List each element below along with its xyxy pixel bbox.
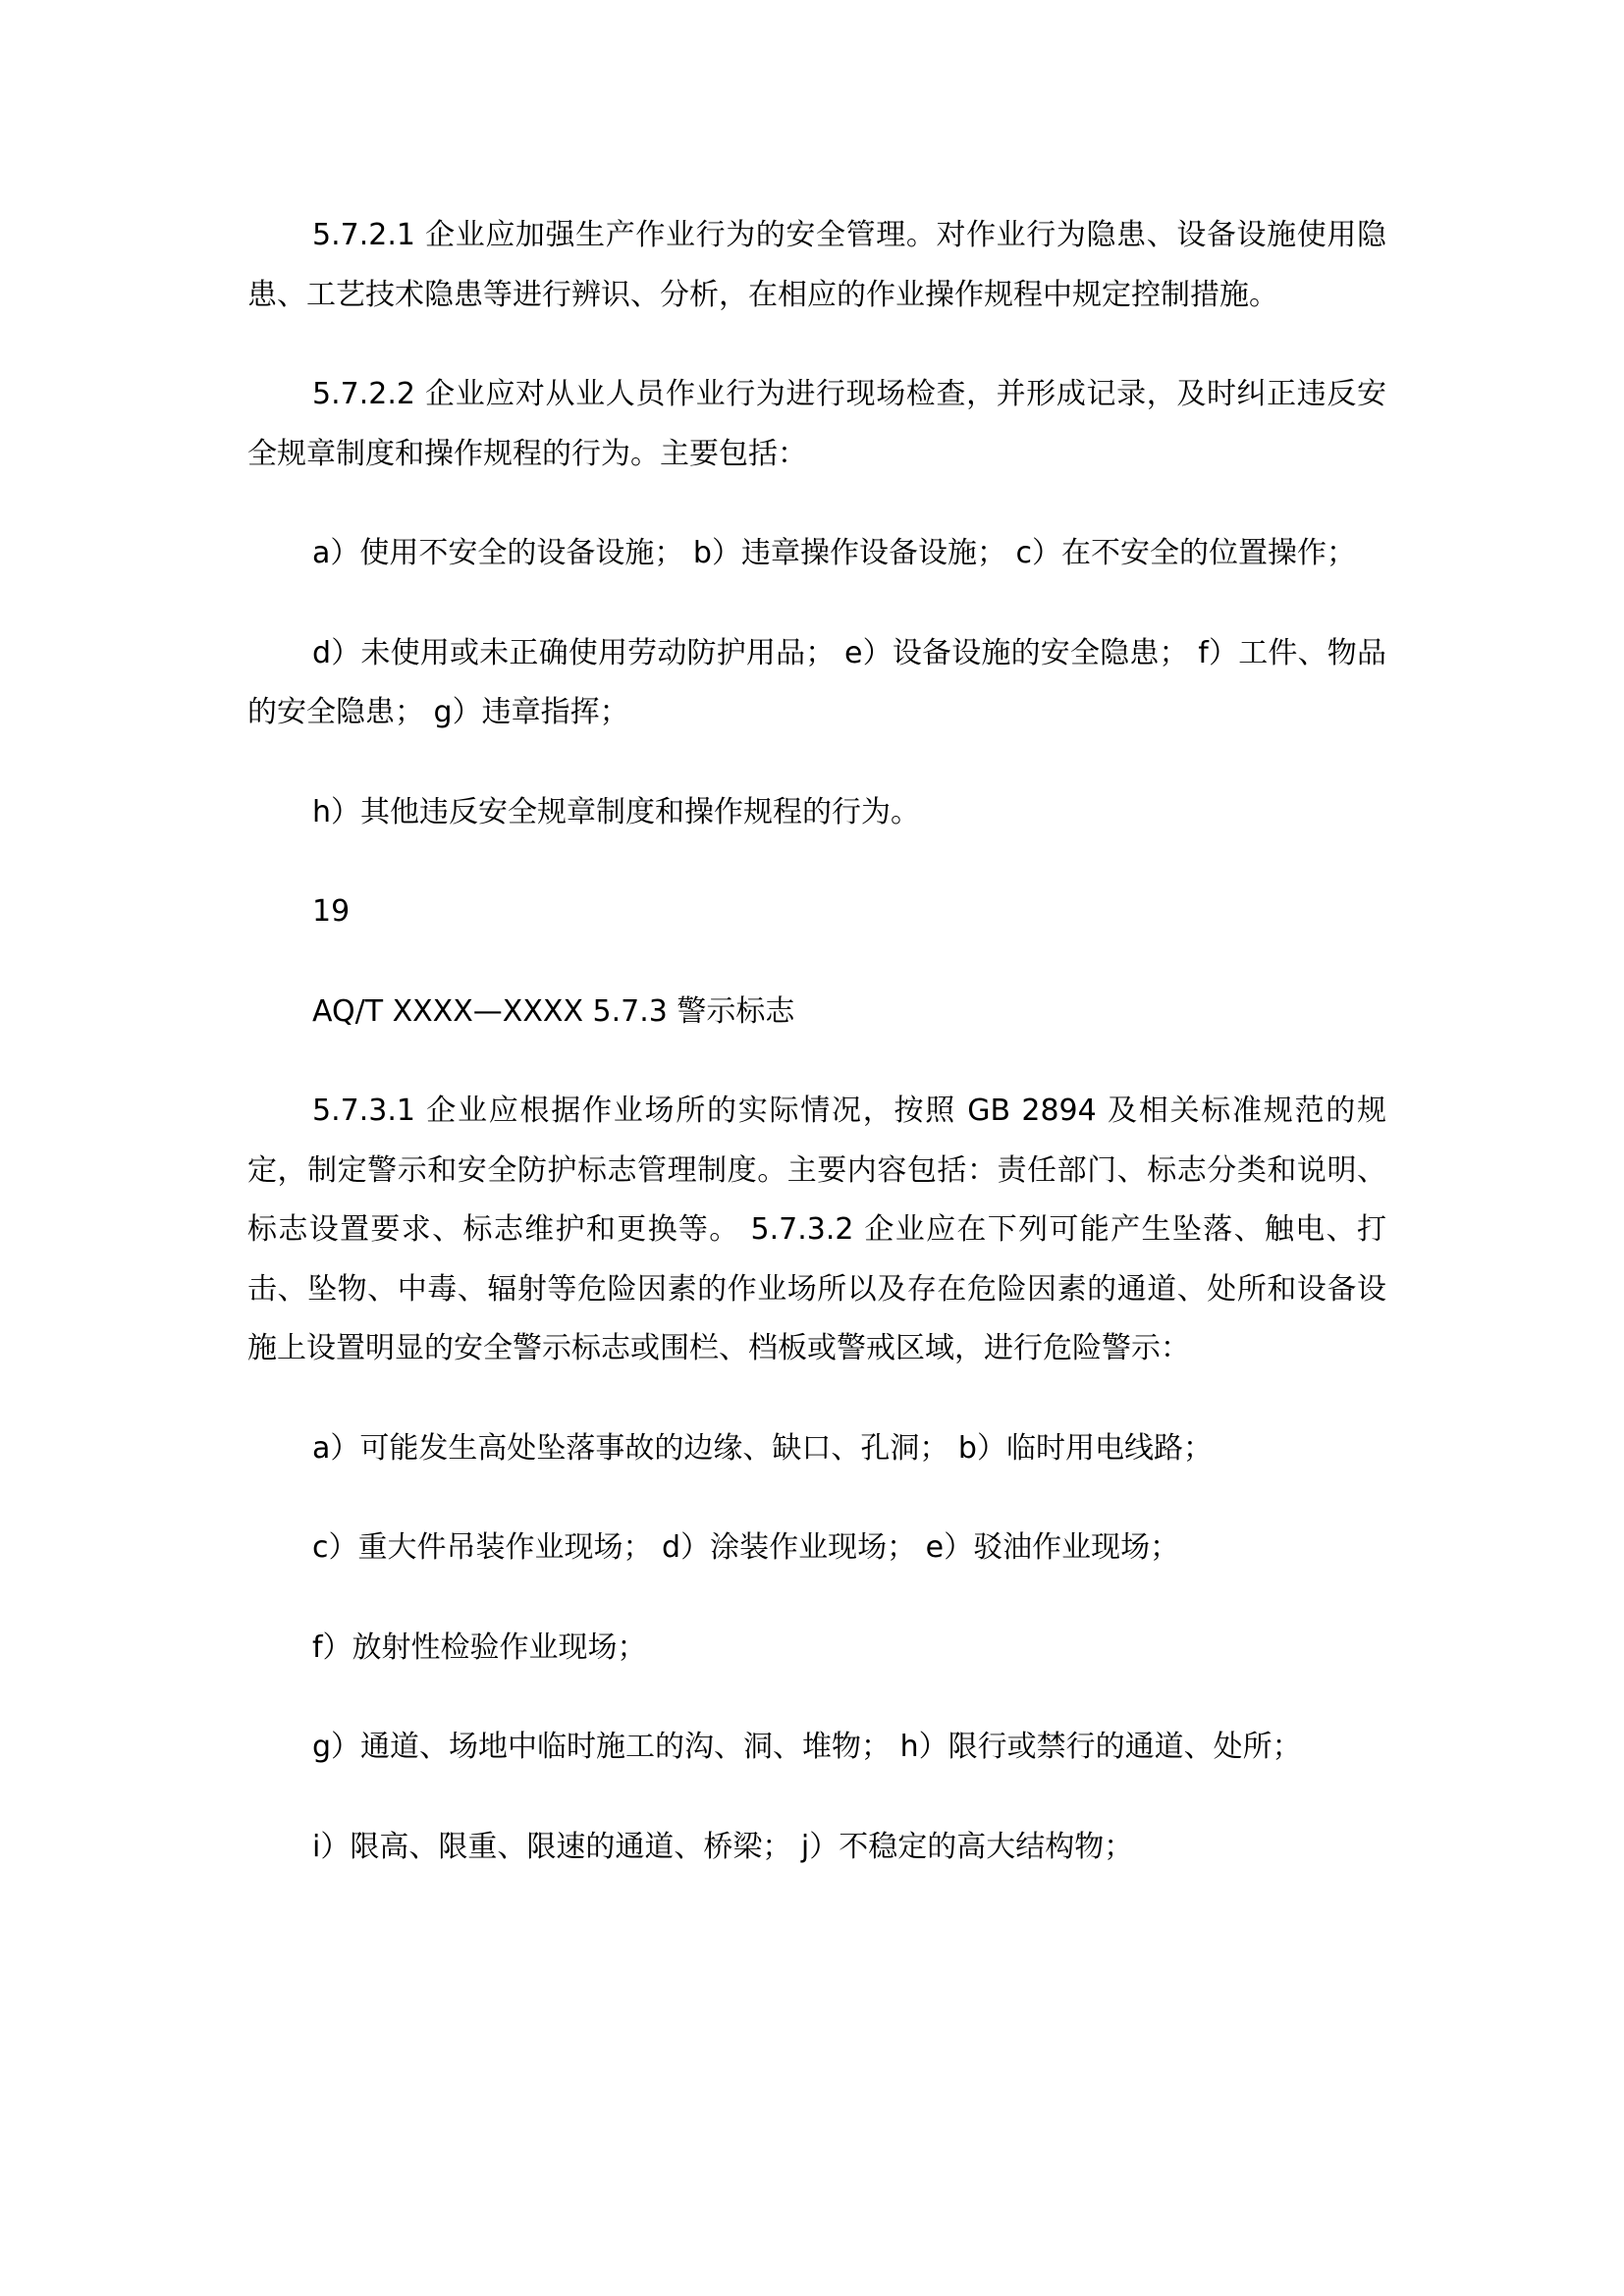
paragraph-5-7-2-1: 5.7.2.1 企业应加强生产作业行为的安全管理。对作业行为隐患、设备设施使用隐患、工艺技术隐患等进行辨识、分析，在相应的作业操作规程中规定控制措施。 bbox=[247, 218, 1386, 312]
section-heading-5-7-3: AQ/T XXXX—XXXX 5.7.3 警示标志 bbox=[312, 993, 795, 1029]
list-item-c-e: c）重大件吊装作业现场； d）涂装作业现场； e）驳油作业现场； bbox=[312, 1530, 1180, 1565]
paragraph-5-7-2-2: 5.7.2.2 企业应对从业人员作业行为进行现场检查，并形成记录，及时纠正违反安全规章制度和操作规程的行为。主要包括： bbox=[247, 377, 1386, 471]
list-item-i-j: i）限高、限重、限速的通道、桥梁； j）不稳定的高大结构物； bbox=[312, 1829, 1134, 1864]
document-page bbox=[247, 206, 1386, 1917]
page-number: 19 bbox=[312, 894, 351, 929]
list-item-d-g: d）未使用或未正确使用劳动防护用品； e）设备设施的安全隐患； f）工件、物品的安全隐患； g）违章指挥； bbox=[247, 635, 1386, 729]
list-item-a-b: a）可能发生高处坠落事故的边缘、缺口、孔洞； b）临时用电线路； bbox=[312, 1430, 1213, 1466]
list-item-f: f）放射性检验作业现场； bbox=[312, 1629, 647, 1665]
list-item-h: h）其他违反安全规章制度和操作规程的行为。 bbox=[312, 794, 921, 829]
paragraph-5-7-3-1: 5.7.3.1 企业应根据作业场所的实际情况，按照 GB 2894 及相关标准规范的规定，制定警示和安全防护标志管理制度。主要内容包括：责任部门、标志分类和说明、标志设置要求、标志维护和更换等。 5.7.3.2 企业应在下列可能产生坠落、触电、打击、坠物、中毒、辐射等危险因素的作业场所以及存在危险因素的通道、处所和设备设施上设置明显的安全警示标志或围栏、档板或警戒区域，进行危险警示： bbox=[247, 1094, 1386, 1365]
list-item-g-h: g）通道、场地中临时施工的沟、洞、堆物； h）限行或禁行的通道、处所； bbox=[312, 1730, 1302, 1764]
list-item-a-c: a）使用不安全的设备设施； b）违章操作设备设施； c）在不安全的位置操作； bbox=[312, 536, 1356, 570]
